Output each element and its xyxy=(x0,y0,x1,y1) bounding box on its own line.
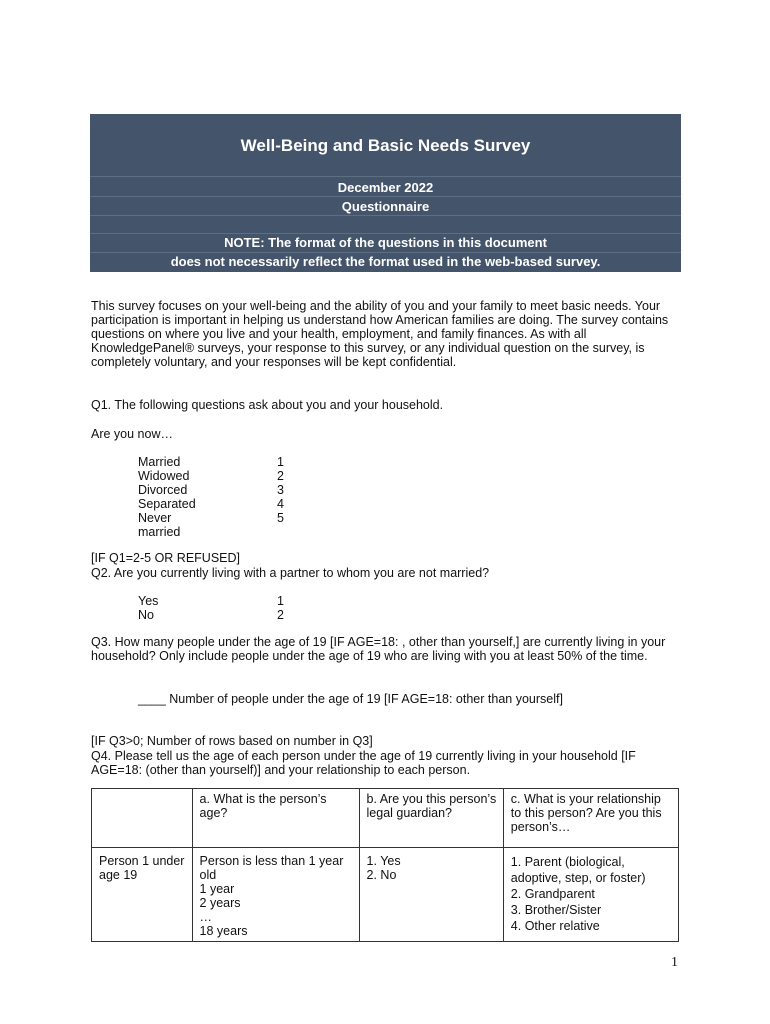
banner-divider xyxy=(90,233,681,234)
option-label: Never married xyxy=(138,511,181,539)
option-label: No xyxy=(138,608,154,622)
list-item: … xyxy=(199,910,213,924)
q3-answer-line: ____ Number of people under the age of 19 [IF AGE=18: other than yourself] xyxy=(138,692,563,706)
document-type: Questionnaire xyxy=(341,199,430,214)
survey-date: December 2022 xyxy=(337,180,434,195)
q2-text: Q2. Are you currently living with a partner to whom you are not married? xyxy=(91,566,490,580)
table-header-cell: b. Are you this person’s legal guardian? xyxy=(359,789,503,848)
q1-text: Q1. The following questions ask about you and your household. xyxy=(91,398,444,412)
format-note-line-2: does not necessarily reflect the format used in the web-based survey. xyxy=(170,254,601,269)
page-number: 1 xyxy=(671,955,678,970)
option-label: Divorced xyxy=(138,483,188,497)
option-label: Yes xyxy=(138,594,159,608)
table-header-row xyxy=(92,789,679,848)
option-code: 2 xyxy=(277,469,284,483)
banner-divider xyxy=(90,196,681,197)
q1-prompt: Are you now… xyxy=(91,427,173,441)
option-code: 3 xyxy=(277,483,284,497)
guardian-options-cell xyxy=(359,848,503,942)
option-label: Widowed xyxy=(138,469,190,483)
option-code: 1 xyxy=(277,594,284,608)
list-item: 2 years xyxy=(199,896,241,910)
table-header-cell xyxy=(92,789,193,848)
q3-text: Q3. How many people under the age of 19 [IF AGE=18: , other than yourself,] are currently living in your household? Only include people under the age of 19 who are living with you at least 50% of the time. xyxy=(91,635,666,663)
q4-text: Q4. Please tell us the age of each person under the age of 19 currently living in your household [IF AGE=18: (other than yourself)] and your relationship to each person. xyxy=(91,749,636,777)
survey-header-banner xyxy=(90,114,681,272)
list-item: 4. Other relative xyxy=(510,919,600,933)
list-item: 1 year xyxy=(199,882,235,896)
row-label-cell: Person 1 under age 19 xyxy=(92,848,193,942)
format-note-line-1: NOTE: The format of the questions in this document xyxy=(224,235,547,250)
table-row xyxy=(92,848,679,942)
banner-divider xyxy=(90,215,681,216)
list-item: 3. Brother/Sister xyxy=(510,903,602,917)
option-code: 4 xyxy=(277,497,284,511)
option-code: 1 xyxy=(277,455,284,469)
list-item: 18 years xyxy=(199,924,248,938)
list-item: 1. Yes xyxy=(366,854,401,868)
option-code: 2 xyxy=(277,608,284,622)
list-item: Person is less than 1 year old xyxy=(199,854,344,882)
banner-divider xyxy=(90,176,681,177)
option-code: 5 xyxy=(277,511,284,525)
q4-condition: [IF Q3>0; Number of rows based on number in Q3] xyxy=(91,734,373,748)
q4-table xyxy=(91,788,679,942)
survey-title: Well-Being and Basic Needs Survey xyxy=(240,136,531,155)
option-label: Married xyxy=(138,455,181,469)
age-options-cell xyxy=(192,848,359,942)
table-header-cell: a. What is the person’s age? xyxy=(192,789,359,848)
table-header-cell: c. What is your relationship to this person? Are you this person’s… xyxy=(503,789,678,848)
intro-paragraph: This survey focuses on your well-being and the ability of you and your family to meet basic needs. Your participation is important in helping us understand how American families are doing. The survey contains questions on where you live and your health, employment, and family finances. As with all KnowledgePanel® surveys, your response to this survey, or any individual question on the survey, is completely voluntary, and your responses will be kept confidential. xyxy=(91,299,669,369)
option-label: Separated xyxy=(138,497,196,511)
list-item: 2. No xyxy=(366,868,397,882)
list-item: 1. Parent (biological, adoptive, step, or foster) xyxy=(510,855,646,885)
q2-condition: [IF Q1=2-5 OR REFUSED] xyxy=(91,551,240,565)
list-item: 2. Grandparent xyxy=(510,887,595,901)
relationship-options-cell xyxy=(503,848,678,942)
banner-divider xyxy=(90,252,681,253)
